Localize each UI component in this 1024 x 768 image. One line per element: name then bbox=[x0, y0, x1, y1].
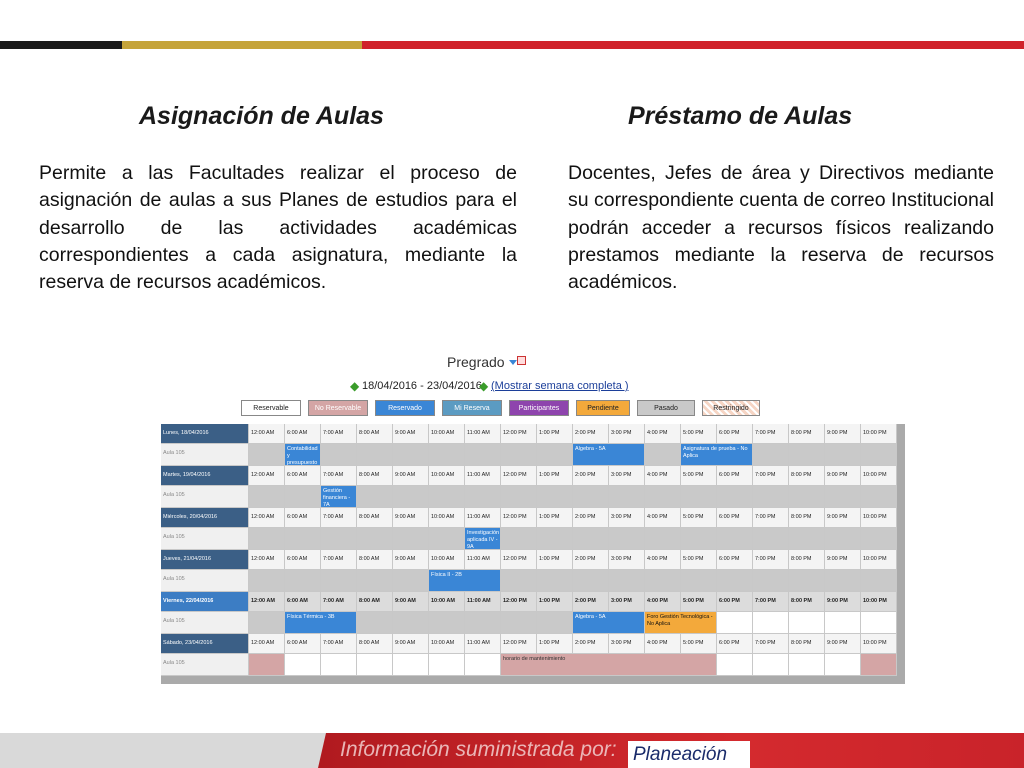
time-header-cell: 8:00 AM bbox=[357, 634, 393, 654]
stripe-black bbox=[0, 41, 122, 49]
time-header-cell: 1:00 PM bbox=[537, 592, 573, 612]
time-header-cell: 9:00 PM bbox=[825, 550, 861, 570]
time-header-cell: 8:00 AM bbox=[357, 508, 393, 528]
day-header-row bbox=[161, 508, 905, 528]
booking-cell[interactable]: horario de mantenimiento bbox=[501, 654, 717, 676]
slot-cell[interactable] bbox=[717, 612, 753, 634]
booking-cell[interactable]: Contabilidad y presupuesto bbox=[285, 444, 321, 466]
time-header-cell: 2:00 PM bbox=[573, 508, 609, 528]
time-header-cell: 2:00 PM bbox=[573, 466, 609, 486]
time-header-cell: 10:00 AM bbox=[429, 424, 465, 444]
slot-cell[interactable] bbox=[753, 444, 789, 466]
slot-cell[interactable] bbox=[249, 570, 285, 592]
time-header-cell: 7:00 PM bbox=[753, 508, 789, 528]
time-header-cell: 9:00 PM bbox=[825, 634, 861, 654]
time-header-cell: 6:00 PM bbox=[717, 424, 753, 444]
room-row bbox=[161, 486, 905, 508]
slot-cell[interactable] bbox=[789, 486, 825, 508]
time-header-cell: 11:00 AM bbox=[465, 550, 501, 570]
calendar-icon[interactable] bbox=[517, 356, 526, 365]
prev-week-arrow-icon[interactable]: ◆ bbox=[350, 379, 360, 393]
time-header-cell: 11:00 AM bbox=[465, 634, 501, 654]
slot-cell[interactable] bbox=[825, 528, 861, 550]
footer-source: Planeación bbox=[633, 744, 728, 765]
slot-cell[interactable] bbox=[573, 528, 609, 550]
slot-cell[interactable] bbox=[393, 444, 429, 466]
time-header-cell: 1:00 PM bbox=[537, 466, 573, 486]
slot-cell[interactable] bbox=[357, 528, 393, 550]
time-header-cell: 10:00 PM bbox=[861, 424, 897, 444]
slot-cell[interactable] bbox=[321, 654, 357, 676]
time-header-cell: 3:00 PM bbox=[609, 466, 645, 486]
time-header-cell: 2:00 PM bbox=[573, 592, 609, 612]
footer-info-label: Información suministrada por: bbox=[340, 738, 617, 761]
day-label: Jueves, 21/04/2016 bbox=[161, 550, 249, 570]
day-header-row bbox=[161, 466, 905, 486]
time-header-cell: 10:00 PM bbox=[861, 592, 897, 612]
slot-cell[interactable] bbox=[825, 444, 861, 466]
slot-cell[interactable] bbox=[573, 486, 609, 508]
slot-cell[interactable] bbox=[249, 612, 285, 634]
slot-cell[interactable] bbox=[501, 486, 537, 508]
slot-cell[interactable] bbox=[285, 654, 321, 676]
slot-cell[interactable] bbox=[537, 486, 573, 508]
schedule-screenshot bbox=[158, 350, 908, 688]
time-header-cell: 9:00 AM bbox=[393, 508, 429, 528]
time-header-cell: 9:00 AM bbox=[393, 592, 429, 612]
slot-cell[interactable] bbox=[753, 570, 789, 592]
time-header-cell: 6:00 AM bbox=[285, 424, 321, 444]
slot-cell[interactable] bbox=[357, 486, 393, 508]
legend-item: Participantes bbox=[509, 400, 569, 416]
slot-cell[interactable] bbox=[429, 444, 465, 466]
time-header-cell: 12:00 AM bbox=[249, 508, 285, 528]
time-header-cell: 12:00 PM bbox=[501, 424, 537, 444]
slot-cell[interactable] bbox=[861, 486, 897, 508]
time-header-cell: 5:00 PM bbox=[681, 550, 717, 570]
time-header-cell: 1:00 PM bbox=[537, 550, 573, 570]
time-header-cell: 8:00 PM bbox=[789, 592, 825, 612]
slot-cell[interactable] bbox=[717, 570, 753, 592]
booking-cell[interactable]: Asignatura de prueba - No Aplica bbox=[681, 444, 753, 466]
time-header-cell: 12:00 PM bbox=[501, 550, 537, 570]
slot-cell[interactable] bbox=[753, 486, 789, 508]
time-header-cell: 10:00 AM bbox=[429, 508, 465, 528]
time-header-cell: 6:00 AM bbox=[285, 634, 321, 654]
time-header-cell: 8:00 PM bbox=[789, 634, 825, 654]
time-header-cell: 8:00 PM bbox=[789, 424, 825, 444]
time-header-cell: 9:00 AM bbox=[393, 550, 429, 570]
slot-cell[interactable] bbox=[393, 528, 429, 550]
time-header-cell: 10:00 AM bbox=[429, 550, 465, 570]
top-stripe bbox=[0, 41, 1024, 49]
time-header-cell: 9:00 PM bbox=[825, 592, 861, 612]
room-label: Aula 105 bbox=[161, 612, 249, 634]
time-header-cell: 6:00 AM bbox=[285, 466, 321, 486]
time-header-cell: 10:00 PM bbox=[861, 550, 897, 570]
slot-cell[interactable] bbox=[861, 528, 897, 550]
time-header-cell: 5:00 PM bbox=[681, 508, 717, 528]
time-header-cell: 9:00 AM bbox=[393, 466, 429, 486]
time-header-cell: 7:00 AM bbox=[321, 634, 357, 654]
time-header-cell: 6:00 AM bbox=[285, 508, 321, 528]
day-header-row bbox=[161, 634, 905, 654]
slot-cell[interactable] bbox=[609, 486, 645, 508]
day-label: Viernes, 22/04/2016 bbox=[161, 592, 249, 612]
slot-cell[interactable] bbox=[717, 654, 753, 676]
booking-cell[interactable]: Algebra - 5A bbox=[573, 444, 645, 466]
dropdown-arrow-icon[interactable] bbox=[509, 360, 517, 365]
time-header-cell: 5:00 PM bbox=[681, 634, 717, 654]
time-header-cell: 4:00 PM bbox=[645, 550, 681, 570]
time-header-cell: 8:00 AM bbox=[357, 424, 393, 444]
slot-cell[interactable] bbox=[393, 654, 429, 676]
time-header-cell: 6:00 PM bbox=[717, 550, 753, 570]
slot-cell[interactable] bbox=[789, 570, 825, 592]
slot-cell[interactable] bbox=[393, 612, 429, 634]
time-header-cell: 8:00 PM bbox=[789, 466, 825, 486]
slot-cell[interactable] bbox=[825, 612, 861, 634]
time-header-cell: 2:00 PM bbox=[573, 424, 609, 444]
legend-item: Restringido bbox=[702, 400, 760, 416]
slot-cell[interactable] bbox=[429, 528, 465, 550]
room-label: Aula 105 bbox=[161, 528, 249, 550]
time-header-cell: 3:00 PM bbox=[609, 634, 645, 654]
booking-cell[interactable]: Foro Gestión Tecnológica - No Aplica bbox=[645, 612, 717, 634]
slot-cell[interactable] bbox=[681, 570, 717, 592]
time-header-cell: 3:00 PM bbox=[609, 550, 645, 570]
left-title: Asignación de Aulas bbox=[139, 102, 384, 130]
slot-cell[interactable] bbox=[357, 570, 393, 592]
time-header-cell: 7:00 AM bbox=[321, 550, 357, 570]
schedule-header bbox=[158, 350, 908, 425]
room-label: Aula 105 bbox=[161, 444, 249, 466]
slot-cell[interactable] bbox=[429, 654, 465, 676]
time-header-cell: 11:00 AM bbox=[465, 592, 501, 612]
time-header-cell: 12:00 AM bbox=[249, 592, 285, 612]
legend-item: No Reservable bbox=[308, 400, 368, 416]
time-header-cell: 12:00 PM bbox=[501, 592, 537, 612]
room-row bbox=[161, 528, 905, 550]
time-header-cell: 4:00 PM bbox=[645, 634, 681, 654]
booking-cell[interactable]: Investigación aplicada IV - 9A bbox=[467, 530, 500, 550]
slot-cell[interactable] bbox=[357, 444, 393, 466]
time-header-cell: 5:00 PM bbox=[681, 592, 717, 612]
slot-cell[interactable] bbox=[825, 486, 861, 508]
slot-cell[interactable] bbox=[789, 654, 825, 676]
slot-cell[interactable] bbox=[573, 570, 609, 592]
time-header-cell: 3:00 PM bbox=[609, 592, 645, 612]
legend-item: Reservable bbox=[241, 400, 301, 416]
legend-item: Pasado bbox=[637, 400, 695, 416]
slot-cell[interactable] bbox=[861, 612, 897, 634]
time-header-cell: 4:00 PM bbox=[645, 592, 681, 612]
time-header-cell: 7:00 AM bbox=[321, 466, 357, 486]
slot-cell[interactable] bbox=[537, 528, 573, 550]
program-label: Pregrado bbox=[447, 354, 505, 370]
time-header-cell: 8:00 PM bbox=[789, 550, 825, 570]
time-header-cell: 9:00 PM bbox=[825, 466, 861, 486]
slot-cell[interactable] bbox=[753, 528, 789, 550]
slot-cell[interactable] bbox=[681, 486, 717, 508]
time-header-cell: 3:00 PM bbox=[609, 424, 645, 444]
time-header-cell: 5:00 PM bbox=[681, 466, 717, 486]
slot-cell[interactable] bbox=[393, 486, 429, 508]
slot-cell[interactable] bbox=[321, 528, 357, 550]
time-header-cell: 1:00 PM bbox=[537, 634, 573, 654]
time-header-cell: 12:00 PM bbox=[501, 466, 537, 486]
slot-cell[interactable] bbox=[537, 570, 573, 592]
slot-cell[interactable] bbox=[285, 570, 321, 592]
time-header-cell: 12:00 AM bbox=[249, 424, 285, 444]
time-header-cell: 6:00 PM bbox=[717, 508, 753, 528]
slot-cell[interactable] bbox=[357, 654, 393, 676]
time-header-cell: 9:00 AM bbox=[393, 634, 429, 654]
slot-cell[interactable] bbox=[825, 570, 861, 592]
time-header-cell: 7:00 PM bbox=[753, 550, 789, 570]
slot-cell[interactable] bbox=[609, 528, 645, 550]
time-header-cell: 7:00 AM bbox=[321, 592, 357, 612]
slot-cell[interactable] bbox=[861, 570, 897, 592]
time-header-cell: 10:00 AM bbox=[429, 592, 465, 612]
room-label: Aula 105 bbox=[161, 654, 249, 676]
right-text: Docentes, Jefes de área y Directivos mediante su correspondiente cuenta de correo Institucional podrán acceder a recursos físicos realizando prestamos mediante la reserva de recursos académicos. bbox=[568, 162, 995, 294]
legend-item: Pendiente bbox=[576, 400, 630, 416]
slot-cell[interactable] bbox=[465, 444, 501, 466]
time-header-cell: 6:00 AM bbox=[285, 592, 321, 612]
time-header-cell: 10:00 PM bbox=[861, 508, 897, 528]
time-header-cell: 8:00 PM bbox=[789, 508, 825, 528]
unavailable-cell[interactable] bbox=[249, 654, 285, 676]
slot-cell[interactable] bbox=[645, 528, 681, 550]
time-header-cell: 7:00 PM bbox=[753, 634, 789, 654]
booking-cell[interactable]: Algebra - 5A bbox=[573, 612, 645, 634]
legend-item: Mi Reserva bbox=[442, 400, 502, 416]
room-row bbox=[161, 570, 905, 592]
time-header-cell: 6:00 PM bbox=[717, 592, 753, 612]
time-header-cell: 11:00 AM bbox=[465, 466, 501, 486]
slot-cell[interactable] bbox=[249, 486, 285, 508]
slot-cell[interactable] bbox=[681, 528, 717, 550]
slot-cell[interactable] bbox=[285, 528, 321, 550]
time-header-cell: 8:00 AM bbox=[357, 466, 393, 486]
room-row bbox=[161, 612, 905, 634]
time-header-cell: 1:00 PM bbox=[537, 508, 573, 528]
slot-cell[interactable] bbox=[789, 612, 825, 634]
time-header-cell: 12:00 AM bbox=[249, 466, 285, 486]
time-header-cell: 8:00 AM bbox=[357, 592, 393, 612]
time-header-cell: 11:00 AM bbox=[465, 508, 501, 528]
slot-cell[interactable] bbox=[429, 486, 465, 508]
room-row bbox=[161, 654, 905, 676]
slot-cell[interactable] bbox=[537, 612, 573, 634]
slot-cell[interactable] bbox=[321, 444, 357, 466]
slot-cell[interactable] bbox=[861, 444, 897, 466]
slot-cell[interactable] bbox=[789, 528, 825, 550]
slot-cell[interactable] bbox=[645, 444, 681, 466]
schedule-grid bbox=[161, 424, 905, 684]
time-header-cell: 11:00 AM bbox=[465, 424, 501, 444]
slot-cell[interactable] bbox=[645, 570, 681, 592]
time-header-cell: 4:00 PM bbox=[645, 508, 681, 528]
time-header-cell: 10:00 PM bbox=[861, 466, 897, 486]
time-header-cell: 8:00 AM bbox=[357, 550, 393, 570]
day-label: Martes, 19/04/2016 bbox=[161, 466, 249, 486]
time-header-cell: 12:00 PM bbox=[501, 508, 537, 528]
time-header-cell: 7:00 PM bbox=[753, 592, 789, 612]
time-header-cell: 10:00 AM bbox=[429, 466, 465, 486]
next-week-arrow-icon[interactable]: ◆ bbox=[479, 379, 489, 393]
time-header-cell: 5:00 PM bbox=[681, 424, 717, 444]
time-header-cell: 12:00 AM bbox=[249, 634, 285, 654]
day-label: Lunes, 18/04/2016 bbox=[161, 424, 249, 444]
room-label: Aula 105 bbox=[161, 570, 249, 592]
time-header-cell: 2:00 PM bbox=[573, 550, 609, 570]
day-label: Sábado, 23/04/2016 bbox=[161, 634, 249, 654]
time-header-cell: 10:00 AM bbox=[429, 634, 465, 654]
time-header-cell: 9:00 PM bbox=[825, 508, 861, 528]
slot-cell[interactable] bbox=[501, 528, 537, 550]
time-header-cell: 7:00 PM bbox=[753, 424, 789, 444]
slot-cell[interactable] bbox=[609, 570, 645, 592]
slot-cell[interactable] bbox=[357, 612, 393, 634]
room-label: Aula 105 bbox=[161, 486, 249, 508]
time-header-cell: 1:00 PM bbox=[537, 424, 573, 444]
time-header-cell: 10:00 PM bbox=[861, 634, 897, 654]
day-header-row bbox=[161, 424, 905, 444]
time-header-cell: 7:00 AM bbox=[321, 424, 357, 444]
slot-cell[interactable] bbox=[429, 612, 465, 634]
slot-cell[interactable] bbox=[393, 570, 429, 592]
time-header-cell: 12:00 PM bbox=[501, 634, 537, 654]
stripe-red bbox=[362, 41, 1024, 49]
slot-cell[interactable] bbox=[825, 654, 861, 676]
time-header-cell: 9:00 PM bbox=[825, 424, 861, 444]
time-header-cell: 3:00 PM bbox=[609, 508, 645, 528]
time-header-cell: 6:00 AM bbox=[285, 550, 321, 570]
show-full-week-link[interactable]: (Mostrar semana completa ) bbox=[491, 380, 629, 392]
date-range: 18/04/2016 - 23/04/2016 bbox=[362, 380, 482, 392]
time-header-cell: 4:00 PM bbox=[645, 424, 681, 444]
legend-item: Reservado bbox=[375, 400, 435, 416]
day-header-row bbox=[161, 550, 905, 570]
day-label: Miércoles, 20/04/2016 bbox=[161, 508, 249, 528]
slot-cell[interactable] bbox=[789, 444, 825, 466]
slot-cell[interactable] bbox=[537, 444, 573, 466]
slot-cell[interactable] bbox=[501, 612, 537, 634]
slot-cell[interactable] bbox=[501, 570, 537, 592]
day-header-row bbox=[161, 592, 905, 612]
slot-cell[interactable] bbox=[645, 486, 681, 508]
slot-cell[interactable] bbox=[501, 444, 537, 466]
right-title: Préstamo de Aulas bbox=[628, 102, 853, 130]
slot-cell[interactable] bbox=[465, 654, 501, 676]
slot-cell[interactable] bbox=[465, 486, 501, 508]
time-header-cell: 7:00 AM bbox=[321, 508, 357, 528]
stripe-gold bbox=[122, 41, 362, 49]
unavailable-cell[interactable] bbox=[861, 654, 897, 676]
slot-cell[interactable] bbox=[753, 654, 789, 676]
slot-cell[interactable] bbox=[753, 612, 789, 634]
slot-cell[interactable] bbox=[249, 444, 285, 466]
slot-cell[interactable] bbox=[465, 612, 501, 634]
booking-cell[interactable]: Gestión financiera - 7A bbox=[321, 486, 357, 508]
time-header-cell: 2:00 PM bbox=[573, 634, 609, 654]
slot-cell[interactable] bbox=[285, 486, 321, 508]
left-text: Permite a las Facultades realizar el proceso de asignación de aulas a sus Planes de estudios para el desarrollo de las actividades académicas correspondientes a cada asignatura, mediante la reserva de recursos académicos. bbox=[39, 162, 517, 294]
time-header-cell: 9:00 AM bbox=[393, 424, 429, 444]
booking-cell[interactable]: Física Térmica - 3B bbox=[285, 612, 357, 634]
slot-cell[interactable] bbox=[321, 570, 357, 592]
time-header-cell: 12:00 AM bbox=[249, 550, 285, 570]
time-header-cell: 4:00 PM bbox=[645, 466, 681, 486]
room-row bbox=[161, 444, 905, 466]
slot-cell[interactable] bbox=[717, 486, 753, 508]
slot-cell[interactable] bbox=[717, 528, 753, 550]
time-header-cell: 6:00 PM bbox=[717, 466, 753, 486]
time-header-cell: 7:00 PM bbox=[753, 466, 789, 486]
slot-cell[interactable] bbox=[249, 528, 285, 550]
time-header-cell: 6:00 PM bbox=[717, 634, 753, 654]
booking-cell[interactable]: Física II - 2B bbox=[429, 570, 501, 592]
